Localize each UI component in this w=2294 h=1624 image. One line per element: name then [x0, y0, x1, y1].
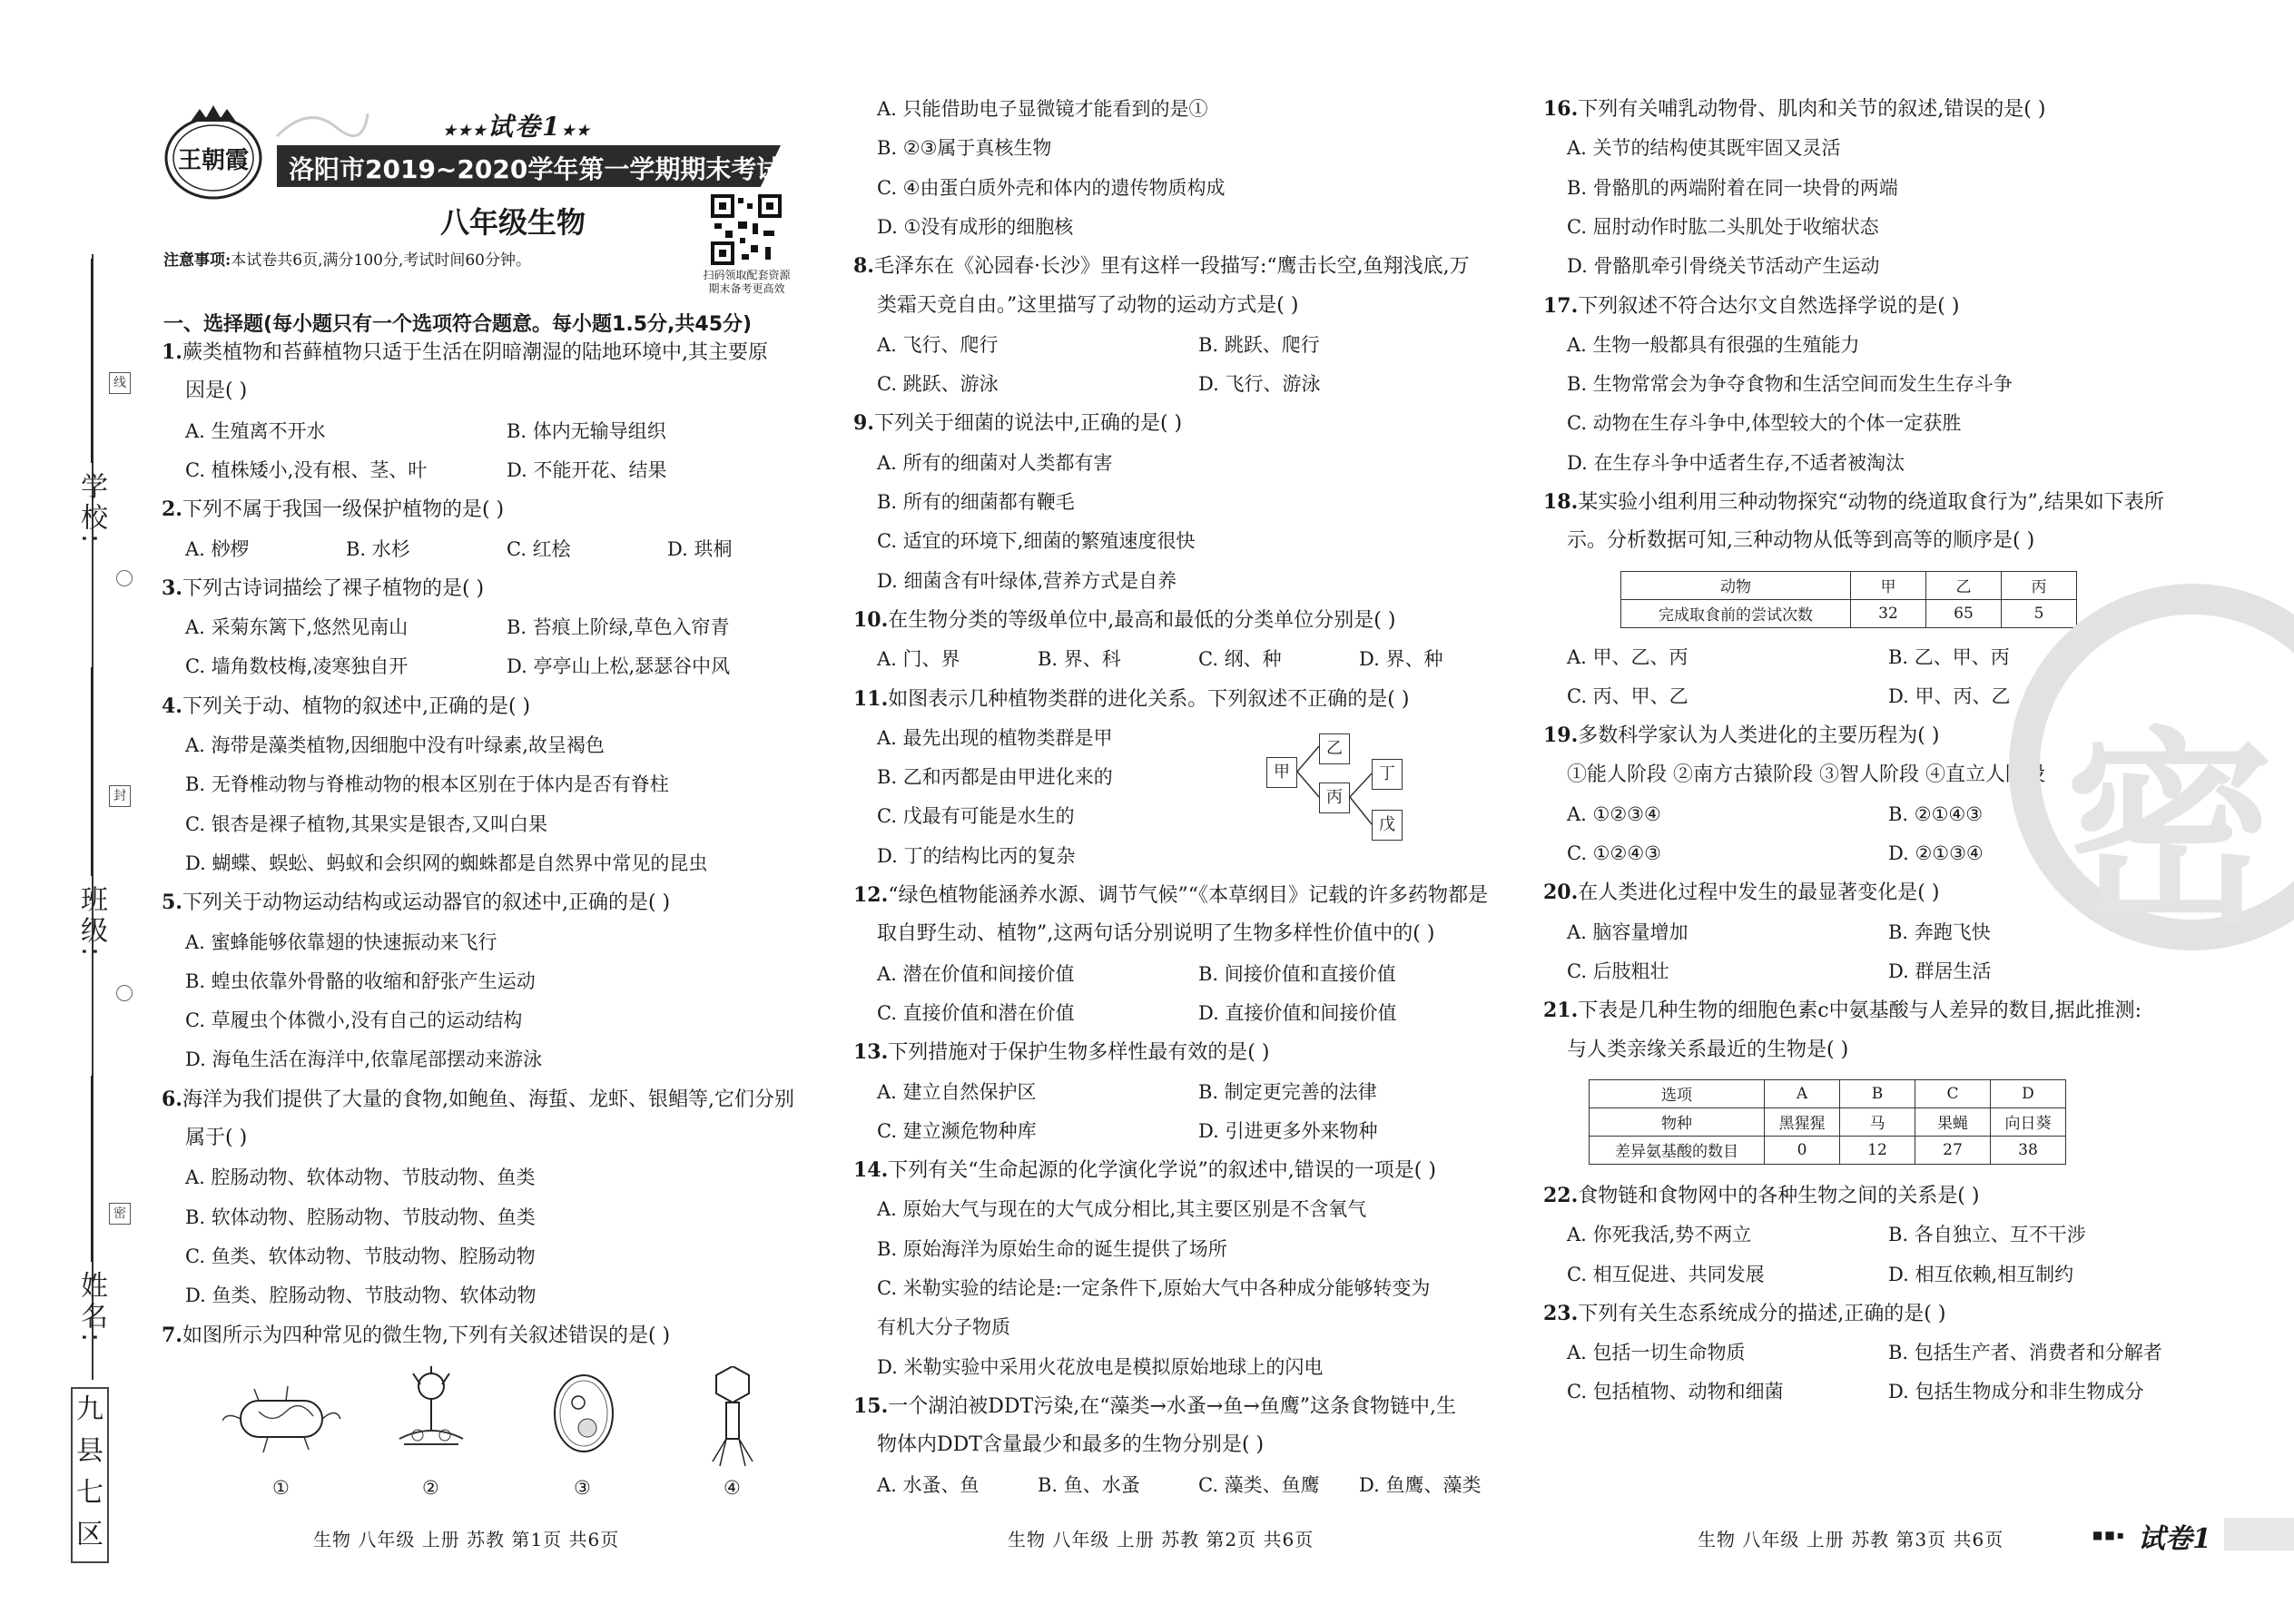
option-line: A. 最先出现的植物类群是甲	[877, 726, 1113, 749]
question-text: 下列有关生态系统成分的描述,正确的是( )	[1578, 1302, 1946, 1325]
question-text: 在生物分类的等级单位中,最高和最低的分类单位分别是( )	[888, 608, 1396, 632]
question-stem	[162, 496, 504, 524]
tree-node-bing: 丙	[1319, 782, 1350, 813]
option: D. 包括生物成分和非生物成分	[1888, 1381, 2144, 1403]
option: C. ①②④③	[1567, 842, 1661, 865]
question-text: “绿色植物能涵养水源、调节气候”“《本草纲目》记载的许多药物都是	[888, 884, 1489, 907]
option: B. 各自独立、互不干涉	[1888, 1224, 2086, 1246]
table-cell: 甲	[1851, 571, 1926, 599]
option: D. 引进更多外来物种	[1198, 1119, 1378, 1142]
question-text: 如图所示为四种常见的微生物,下列有关叙述错误的是( )	[182, 1324, 671, 1347]
paper-label-text: 试卷1	[487, 112, 562, 142]
option: C. 纲、种	[1198, 648, 1282, 671]
subject-title: 八年级生物	[440, 205, 586, 240]
option: C. 丙、甲、乙	[1567, 684, 1689, 707]
qr-caption	[690, 269, 803, 296]
option: D. ②①③④	[1888, 842, 1984, 865]
question-text: 在人类进化过程中发生的最显著变化是( )	[1578, 881, 1940, 905]
footer-page-3: 生物 八年级 上册 苏教 第3页 共6页	[1698, 1529, 2004, 1550]
question-stem-cont: 因是( )	[185, 379, 248, 403]
option: A. 门、界	[877, 648, 960, 671]
region-char: 七	[76, 1477, 103, 1509]
class-label: 班级:	[75, 885, 107, 960]
option: B. 体内无输导组织	[507, 419, 666, 442]
question-stem-cont: 与人类亲缘关系最近的生物是( )	[1567, 1038, 1849, 1061]
table-cell: 选项	[1590, 1079, 1765, 1107]
question-number: 9.	[853, 411, 874, 436]
question-number: 14.	[853, 1158, 889, 1183]
option: A. 你死我活,势不两立	[1567, 1224, 1752, 1246]
option-line: C. 草履虫个体微小,没有自己的运动结构	[185, 1009, 523, 1032]
question-number: 3.	[162, 576, 182, 600]
question-stem	[1543, 1182, 1979, 1210]
option-line: D. 蝴蝶、蜈蚣、蚂蚁和会织网的蜘蛛都是自然界中常见的昆虫	[185, 851, 708, 874]
region-box	[71, 1387, 109, 1563]
option-line: D. 海龟生活在海洋中,依靠尾部摆动来游泳	[185, 1048, 543, 1071]
option-line: D. 鱼类、腔肠动物、节肢动物、软体动物	[185, 1284, 537, 1307]
tree-node-jia: 甲	[1266, 757, 1297, 788]
question-number: 21.	[1543, 999, 1579, 1023]
table-cell: 12	[1840, 1136, 1915, 1164]
table-cell: 动物	[1621, 571, 1851, 599]
section-heading: 一、选择题(每小题只有一个选项符合题意。每小题1.5分,共45分)	[163, 313, 753, 336]
question-stem	[162, 339, 768, 367]
question-stem-cont: 物体内DDT含量最少和最多的生物分别是( )	[877, 1433, 1265, 1457]
question-text: 某实验小组利用三种动物探究“动物的绕道取食行为”,结果如下表所	[1578, 491, 2164, 514]
name-fill-line[interactable]	[91, 1076, 93, 1262]
option: C. 藻类、鱼鹰	[1198, 1473, 1320, 1496]
option-line: B. 乙和丙都是由甲进化来的	[877, 766, 1113, 789]
question-number: 13.	[853, 1040, 889, 1065]
question-text: 蕨类植物和苔藓植物只适于生活在阴暗潮湿的陆地环境中,其主要原	[182, 341, 768, 364]
virus-drawing	[713, 1366, 753, 1466]
table-cell: 5	[2002, 599, 2077, 627]
question-number: 23.	[1543, 1301, 1579, 1325]
question-stem	[1543, 95, 2045, 123]
question-number: 4.	[162, 694, 182, 718]
option-line: A. 蜜蜂能够依靠翅的快速振动来飞行	[185, 930, 497, 953]
question-text: 下列有关哺乳动物骨、肌肉和关节的叙述,错误的是( )	[1578, 98, 2046, 121]
question-stem-cont: 属于( )	[185, 1127, 248, 1149]
table-cell: 27	[1915, 1136, 1991, 1164]
question-number: 22.	[1543, 1183, 1579, 1207]
footer-badge: 试卷1	[2138, 1523, 2211, 1555]
question-stem	[853, 1393, 1456, 1421]
option-line: C. ④由蛋白质外壳和体内的遗传物质构成	[877, 176, 1226, 199]
exam-title: 洛阳市2019~2020学年第一学期期末考试试卷	[289, 154, 833, 184]
table-cell: 黑猩猩	[1765, 1107, 1840, 1136]
table-cell: 差异氨基酸的数目	[1590, 1136, 1765, 1164]
region-char: 区	[76, 1519, 103, 1550]
question-number: 18.	[1543, 490, 1579, 514]
seal-char-line: 线	[109, 372, 131, 394]
question-stem	[853, 1156, 1436, 1185]
option-line: B. 所有的细菌都有鞭毛	[877, 491, 1075, 513]
school-fill-line[interactable]	[91, 259, 93, 463]
question-number: 17.	[1543, 293, 1579, 318]
question-number: 16.	[1543, 97, 1579, 121]
figure-label: ②	[422, 1477, 439, 1499]
question-number: 12.	[853, 883, 889, 907]
option-line: D. ①没有成形的细胞核	[877, 215, 1074, 238]
name-label: 姓名:	[75, 1271, 107, 1346]
option: D. 群居生活	[1888, 960, 1992, 982]
option-line: B. ②③属于真核生物	[877, 137, 1052, 160]
binding-hole	[116, 570, 133, 586]
notice-label: 注意事项:	[163, 251, 231, 270]
mold-drawing	[399, 1366, 463, 1444]
tree-node-ding: 丁	[1372, 759, 1403, 790]
table-cell: 乙	[1926, 571, 2002, 599]
option: B. 乙、甲、丙	[1888, 645, 2010, 668]
question-stem	[853, 881, 1488, 910]
table-cell: 丙	[2002, 571, 2077, 599]
watermark-seal	[2002, 581, 2294, 953]
option: A. 脑容量增加	[1567, 920, 1689, 943]
option: B. ②①④③	[1888, 802, 1984, 825]
option-line: A. 关节的结构使其既牢固又灵活	[1567, 137, 1841, 160]
option: D. 直接价值和间接价值	[1198, 1001, 1397, 1024]
question-stem	[1543, 879, 1939, 907]
footer-bar	[2224, 1518, 2294, 1550]
option: B. 鱼、水蚤	[1038, 1473, 1140, 1496]
option-line: D. 丁的结构比丙的复杂	[877, 844, 1076, 867]
option: C. 后肢粗壮	[1567, 960, 1669, 982]
option: A. 包括一切生命物质	[1567, 1342, 1746, 1364]
option-line: C. 银杏是裸子植物,其果实是银杏,又叫白果	[185, 812, 548, 835]
question-text: 下表是几种生物的细胞色素c中氨基酸与人差异的数目,据此推测:	[1578, 999, 2142, 1023]
table-cell: 果蝇	[1915, 1107, 1991, 1136]
evolution-tree	[1266, 733, 1421, 842]
option-line: 有机大分子物质	[877, 1316, 1010, 1339]
question-text: 下列措施对于保护生物多样性最有效的是( )	[888, 1041, 1270, 1065]
table-cell: 65	[1926, 599, 2002, 627]
figure-label: ③	[574, 1477, 591, 1499]
option-line: B. 生物常常会为争夺食物和生活空间而发生生存斗争	[1567, 373, 2013, 396]
question-number: 8.	[853, 254, 874, 279]
table-cell: 0	[1765, 1136, 1840, 1164]
option-line: C. 适宜的环境下,细菌的繁殖速度很快	[877, 530, 1196, 553]
question-stem	[1543, 1300, 1945, 1328]
question-stem	[162, 693, 530, 721]
option: A. 飞行、爬行	[877, 333, 999, 356]
class-fill-line[interactable]	[91, 667, 93, 876]
option: C. 墙角数枝梅,凌寒独自开	[185, 655, 409, 678]
option: C. 跳跃、游泳	[877, 373, 999, 396]
tree-node-wu: 戊	[1372, 810, 1403, 841]
question-stem	[1543, 997, 2141, 1025]
question-number: 19.	[1543, 723, 1579, 748]
option: D. 鱼鹰、藻类	[1359, 1473, 1482, 1496]
option: B. 苔痕上阶绿,草色入帘青	[507, 616, 730, 639]
option: C. 红桧	[507, 537, 571, 560]
option: D. 界、种	[1359, 648, 1443, 671]
question-stem	[853, 685, 1409, 714]
seal-char-seal: 封	[109, 785, 131, 807]
question-text: 下列关于动物运动结构或运动器官的叙述中,正确的是( )	[182, 891, 671, 915]
question-number: 2.	[162, 497, 182, 522]
bacterium-drawing	[222, 1386, 340, 1452]
question-stem	[162, 575, 484, 603]
option-line: B. 骨骼肌的两端附着在同一块骨的两端	[1567, 176, 1898, 199]
region-char: 九	[76, 1393, 103, 1425]
qr-caption-line: 期末备考更高效	[708, 282, 785, 295]
option: A. ①②③④	[1567, 802, 1661, 825]
qr-caption-line: 扫码领取配套资源	[703, 269, 791, 281]
footer-page-2: 生物 八年级 上册 苏教 第2页 共6页	[1008, 1529, 1314, 1550]
question-stem	[1543, 722, 1939, 750]
option: D. 相互依赖,相互制约	[1888, 1263, 2074, 1285]
footer-page-1: 生物 八年级 上册 苏教 第1页 共6页	[313, 1529, 620, 1550]
figure-label: ①	[272, 1477, 290, 1499]
option: A. 水蚤、鱼	[877, 1473, 980, 1496]
question-stem	[1543, 292, 1959, 320]
table-cell: 38	[1991, 1136, 2066, 1164]
question-number: 6.	[162, 1087, 182, 1111]
question-stem-cont: 示。分析数据可知,三种动物从低等到高等的顺序是( )	[1567, 529, 2035, 553]
question-text: 下列古诗词描绘了裸子植物的是( )	[182, 576, 485, 600]
question-text: 下列有关“生命起源的化学演化学说”的叙述中,错误的一项是( )	[888, 1159, 1436, 1183]
question-text: 海洋为我们提供了大量的食物,如鲍鱼、海蜇、龙虾、银鲳等,它们分别	[182, 1088, 794, 1111]
option: B. 跳跃、爬行	[1198, 333, 1320, 356]
question-number: 1.	[162, 340, 182, 364]
microbe-figure	[222, 1366, 758, 1502]
option: A. 潜在价值和间接价值	[877, 962, 1075, 985]
option: D. 珙桐	[667, 537, 733, 560]
option-line: B. 蝗虫依靠外骨骼的收缩和舒张产生运动	[185, 969, 536, 992]
question-text: 多数科学家认为人类进化的主要历程为( )	[1578, 724, 1940, 748]
yeast-drawing	[555, 1375, 613, 1452]
option: D. 不能开花、结果	[507, 458, 667, 481]
option-line: C. 动物在生存斗争中,体型较大的个体一定获胜	[1567, 412, 1962, 435]
qr-code[interactable]	[711, 194, 782, 265]
option: A. 甲、乙、丙	[1567, 645, 1689, 668]
option-line: A. 所有的细菌对人类都有害	[877, 451, 1113, 474]
option-line: C. 米勒实验的结论是:一定条件下,原始大气中各种成分能够转变为	[877, 1277, 1431, 1299]
table-cell: C	[1915, 1079, 1991, 1107]
question-text: 下列关于细菌的说法中,正确的是( )	[873, 412, 1183, 436]
question-number: 7.	[162, 1323, 182, 1347]
option-line: A. 原始大气与现在的大气成分相比,其主要区别是不含氧气	[877, 1198, 1367, 1221]
table-cell: 完成取食前的尝试次数	[1621, 599, 1851, 627]
question-text: 食物链和食物网中的各种生物之间的关系是( )	[1578, 1184, 1980, 1207]
question-stem	[853, 409, 1182, 438]
option: B. 奔跑飞快	[1888, 920, 1991, 943]
option-line: D. 细菌含有叶绿体,营养方式是自养	[877, 569, 1177, 592]
question-stem	[1543, 488, 2164, 517]
option: A. 桫椤	[185, 537, 250, 560]
question-text: 如图表示几种植物类群的进化关系。下列叙述不正确的是( )	[888, 687, 1410, 711]
table-cell: 物种	[1590, 1107, 1765, 1136]
ribbon-decoration	[272, 100, 372, 145]
option: D. 甲、丙、乙	[1888, 684, 2011, 707]
school-label: 学校:	[75, 472, 107, 547]
question-stem	[853, 252, 1470, 281]
option: C. 相互促进、共同发展	[1567, 1263, 1765, 1285]
question-number: 11.	[853, 686, 889, 711]
table-cell: A	[1765, 1079, 1840, 1107]
table-cell: D	[1991, 1079, 2066, 1107]
table-cell: 马	[1840, 1107, 1915, 1136]
paper-label: ★★★试卷1★★	[443, 112, 592, 142]
option: D. 亭亭山上松,瑟瑟谷中风	[507, 655, 731, 678]
data-table	[1589, 1079, 2066, 1165]
question-stem-cont: 取自野生动、植物”,这两句话分别说明了生物多样性价值中的( )	[877, 922, 1435, 946]
option: B. 包括生产者、消费者和分解者	[1888, 1342, 2162, 1364]
footer-dots: ■■▪	[2092, 1529, 2126, 1541]
logo-text: 王朝霞	[177, 147, 249, 174]
option-line: B. 原始海洋为原始生命的诞生提供了场所	[877, 1237, 1227, 1260]
option: B. 制定更完善的法律	[1198, 1080, 1377, 1103]
question-stem	[853, 606, 1395, 635]
table-cell: 32	[1851, 599, 1926, 627]
option-line: A. 生物一般都具有很强的生殖能力	[1567, 333, 1860, 356]
question-text: 下列关于动、植物的叙述中,正确的是( )	[182, 694, 531, 718]
option: C. 植株矮小,没有根、茎、叶	[185, 458, 428, 481]
region-char: 县	[76, 1435, 103, 1467]
option: B. 界、科	[1038, 648, 1121, 671]
option-line: C. 屈肘动作时肱二头肌处于收缩状态	[1567, 215, 1879, 238]
option-line: A. 只能借助电子显微镜才能看到的是①	[877, 98, 1208, 120]
option: C. 包括植物、动物和细菌	[1567, 1381, 1784, 1403]
option-line: B. 软体动物、腔肠动物、节肢动物、鱼类	[185, 1206, 536, 1228]
question-stem	[162, 1086, 794, 1114]
question-stem-cont: ①能人阶段 ②南方古猿阶段 ③智人阶段 ④直立人阶段	[1567, 763, 2045, 786]
option: B. 水杉	[346, 537, 410, 560]
question-text: 一个湖泊被DDT污染,在“藻类→水蚤→鱼→鱼鹰”这条食物链中,生	[888, 1394, 1457, 1418]
question-number: 15.	[853, 1393, 889, 1418]
question-text: 毛泽东在《沁园春·长沙》里有这样一段描写:“鹰击长空,鱼翔浅底,万	[873, 255, 1470, 279]
option-line: A. 海带是藻类植物,因细胞中没有叶绿素,故呈褐色	[185, 734, 605, 756]
question-stem	[162, 1322, 670, 1350]
option: A. 生殖离不开水	[185, 419, 326, 442]
question-text: 下列叙述不符合达尔文自然选择学说的是( )	[1578, 294, 1960, 318]
table-cell: 向日葵	[1991, 1107, 2066, 1136]
option: A. 采菊东篱下,悠然见南山	[185, 616, 409, 639]
question-stem	[853, 1038, 1269, 1067]
question-number: 10.	[853, 607, 889, 632]
question-number: 20.	[1543, 881, 1579, 905]
notice	[163, 247, 531, 270]
option-line: C. 鱼类、软体动物、节肢动物、腔肠动物	[185, 1245, 536, 1267]
option: C. 直接价值和潜在价值	[877, 1001, 1075, 1024]
option-line: D. 米勒实验中采用火花放电是模拟原始地球上的闪电	[877, 1355, 1324, 1378]
binding-hole	[116, 985, 133, 1001]
seal-char-secret: 密	[109, 1203, 131, 1225]
question-stem	[162, 889, 670, 917]
option-line: B. 无脊椎动物与脊椎动物的根本区别在于体内是否有脊柱	[185, 773, 669, 796]
logo	[159, 102, 268, 202]
question-text: 下列不属于我国一级保护植物的是( )	[182, 498, 505, 522]
question-stem-cont: 类霜天竞自由。”这里描写了动物的运动方式是( )	[877, 293, 1299, 317]
option: B. 间接价值和直接价值	[1198, 962, 1396, 985]
tree-node-yi: 乙	[1319, 733, 1350, 764]
notice-text: 本试卷共6页,满分100分,考试时间60分钟。	[231, 251, 531, 270]
option-line: A. 腔肠动物、软体动物、节肢动物、鱼类	[185, 1166, 536, 1189]
option-line: D. 骨骼肌牵引骨绕关节活动产生运动	[1567, 255, 1880, 278]
table-cell: B	[1840, 1079, 1915, 1107]
option: A. 建立自然保护区	[877, 1080, 1037, 1103]
option-line: D. 在生存斗争中适者生存,不适者被淘汰	[1567, 451, 1905, 474]
option-line: C. 戊最有可能是水生的	[877, 805, 1075, 828]
question-number: 5.	[162, 891, 182, 915]
watermark-char: 密	[2065, 711, 2275, 953]
figure-label: ④	[724, 1477, 741, 1499]
option: C. 建立濒危物种库	[877, 1119, 1037, 1142]
option: D. 飞行、游泳	[1198, 373, 1321, 396]
